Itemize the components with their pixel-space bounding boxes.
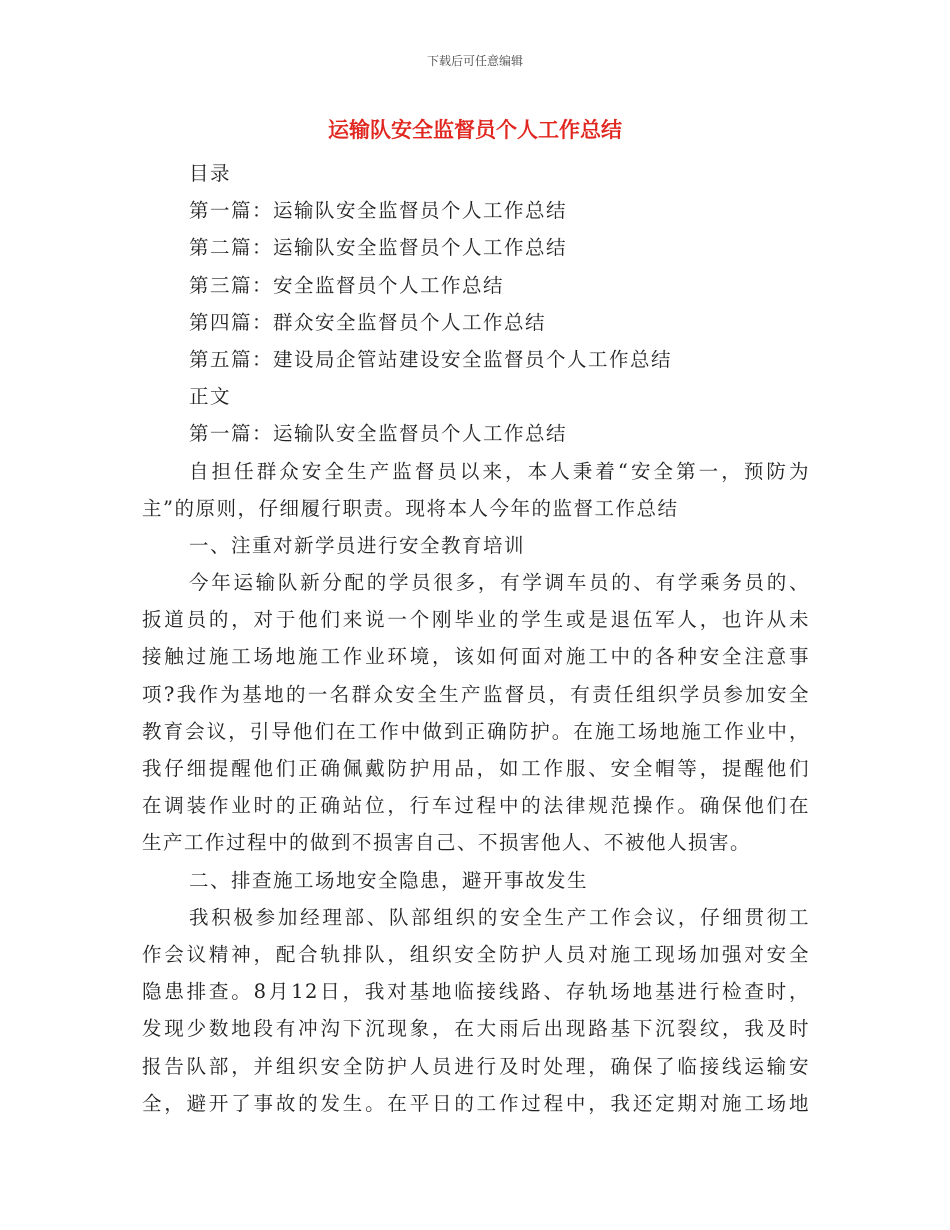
- paragraph-line: 发现少数地段有冲沟下沉现象，在大雨后出现路基下沉裂纹，我及时: [142, 1017, 810, 1041]
- paragraph-line: 我仔细提醒他们正确佩戴防护用品，如工作服、安全帽等，提醒他们: [142, 757, 810, 780]
- paragraph-line: 报告队部，并组织安全防护人员进行及时处理，确保了临接线运输安: [142, 1054, 810, 1078]
- toc-item-5: 第五篇：建设局企管站建设安全监督员个人工作总结: [189, 347, 673, 371]
- paragraph-line: 教育会议，引导他们在工作中做到正确防护。在施工场地施工作业中，: [142, 719, 810, 743]
- section-heading-2: 二、排查施工场地安全隐患，避开事故发生: [189, 868, 589, 892]
- paragraph-line: 作会议精神，配合轨排队，组织安全防护人员对施工现场加强对安全: [142, 942, 810, 966]
- document-title: 运输队安全监督员个人工作总结: [328, 118, 622, 142]
- paragraph-line: 我积极参加经理部、队部组织的安全生产工作会议，仔细贯彻工: [189, 905, 810, 929]
- section-heading-1: 一、注重对新学员进行安全教育培训: [189, 533, 526, 557]
- toc-heading: 目录: [189, 162, 232, 185]
- toc-item-2: 第二篇：运输队安全监督员个人工作总结: [189, 236, 568, 260]
- toc-item-3: 第三篇：安全监督员个人工作总结: [189, 273, 505, 297]
- toc-item-4: 第四篇：群众安全监督员个人工作总结: [189, 310, 547, 334]
- paragraph-line: 接触过施工场地施工作业环境，该如何面对施工中的各种安全注意事: [142, 645, 810, 669]
- paragraph-line: 自担任群众安全生产监督员以来，本人秉着“安全第一，预防为: [189, 459, 810, 483]
- paragraph-line: 扳道员的，对于他们来说一个刚毕业的学生或是退伍军人，也许从未: [142, 608, 810, 632]
- paragraph-line: 今年运输队新分配的学员很多，有学调车员的、有学乘务员的、: [189, 571, 810, 595]
- document-body: [142, 155, 810, 1122]
- paragraph-line: 生产工作过程中的做到不损害自己、不损害他人、不被他人损害。: [142, 831, 752, 855]
- toc-item-1: 第一篇：运输队安全监督员个人工作总结: [189, 199, 568, 223]
- page-header-note: 下载后可任意编辑: [426, 54, 523, 68]
- paragraph-line: 项?我作为基地的一名群众安全生产监督员，有责任组织学员参加安全: [142, 682, 810, 706]
- paragraph-line: 主”的原则，仔细履行职责。现将本人今年的监督工作总结: [142, 496, 679, 520]
- body-heading: 正文: [189, 385, 232, 409]
- article-title: 第一篇：运输队安全监督员个人工作总结: [189, 422, 568, 446]
- paragraph-line: 全，避开了事故的发生。在平日的工作过程中，我还定期对施工场地: [142, 1091, 810, 1115]
- paragraph-line: 在调装作业时的正确站位，行车过程中的法律规范操作。确保他们在: [142, 794, 810, 818]
- paragraph-line: 隐患排查。8月12日，我对基地临接线路、存轨场地基进行检查时，: [142, 980, 810, 1004]
